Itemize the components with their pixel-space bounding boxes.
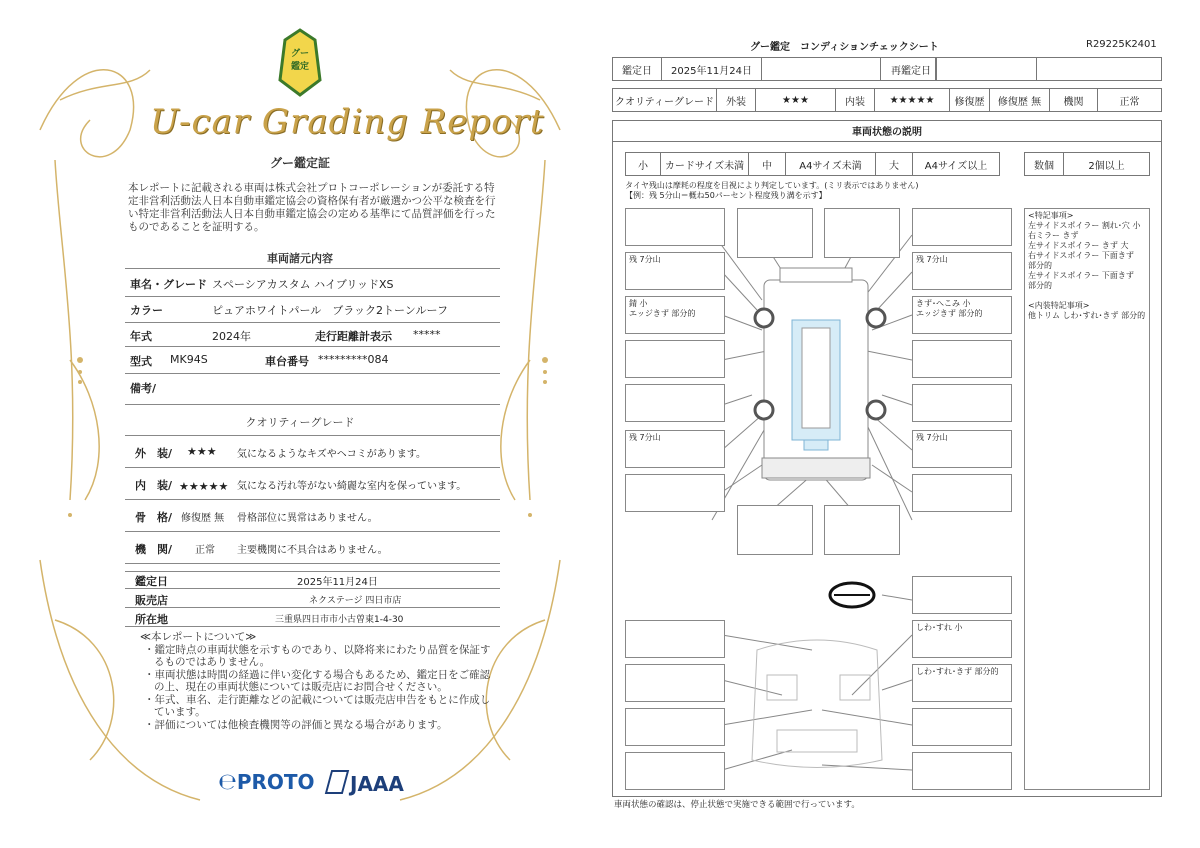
frame-label: 骨 格/ <box>135 511 173 524</box>
goo-badge-text: グー鑑定 <box>290 49 309 72</box>
color-value: ピュアホワイトパール ブラック2トーンルーフ <box>212 304 448 317</box>
legend-small-desc: カードサイズ未満 <box>660 152 749 176</box>
quality-row-frame <box>125 509 500 532</box>
proto-logo-icon: ℮ <box>218 770 237 795</box>
sheet-title: グー鑑定 コンディションチェックシート <box>750 42 939 53</box>
sheet-id: R29225K2401 <box>1086 39 1157 50</box>
shop-label: 販売店 <box>135 594 168 607</box>
blank-cell <box>1036 57 1162 81</box>
ext-label: 外 装/ <box>135 447 173 460</box>
special-notes-panel: <特記事項> 左サイドスポイラー 割れ･穴 小 右ミラー きず 左サイドスポイラー きず 大 右サイドスポイラー 下面きず 部分的 左サイドスポイラー 下面きず 部分的 <内装特記事項> 他トリム しわ･すれ･きず 部分的 <box>1024 208 1150 790</box>
report-notes <box>140 631 500 731</box>
quality-title: クオリティーグレード <box>245 416 355 429</box>
address-label: 所在地 <box>135 613 168 626</box>
engine-label: 機 関/ <box>135 543 173 556</box>
legend-large-desc: A4サイズ以上 <box>912 152 1000 176</box>
date-value: 2025年11月24日 <box>297 577 378 588</box>
int-desc: 気になる汚れ等がない綺麗な室内を保っています。 <box>237 481 467 492</box>
spec-title: 車両諸元内容 <box>267 252 333 265</box>
jaaa-logo: JAAA <box>328 770 404 796</box>
name-value: スペーシアカスタム ハイブリッドXS <box>212 278 394 291</box>
year-label: 年式 <box>130 330 152 343</box>
model-label: 型式 <box>130 355 152 368</box>
engine-label-cell: 機関 <box>1049 88 1098 112</box>
divider <box>125 435 500 436</box>
inspection-box-interior-2: しわ･すれ･きず 部分的 <box>912 664 1012 702</box>
certificate-title: グー鑑定証 <box>269 156 330 170</box>
note-item: ・鑑定時点の車両状態を示すものであり、以降将来にわたり品質を保証するものではありません。 <box>144 643 491 668</box>
spec-row-year <box>125 328 500 347</box>
legend-large: 大 <box>875 152 913 176</box>
info-row-shop <box>125 591 500 608</box>
inspection-box <box>625 708 725 746</box>
shop-value: ネクステージ 四日市店 <box>309 596 402 606</box>
blank-cell <box>761 57 881 81</box>
quality-row-engine <box>125 541 500 564</box>
jaaa-logo-icon <box>325 770 349 794</box>
inspection-box <box>737 208 813 258</box>
inspection-box-rl-tire: 残 7分山 <box>625 430 725 468</box>
note-item: ・車両状態は時間の経過に伴い変化する場合もあるため、鑑定日をご確認の上、現在の車両状態については販売店にお問合せください。 <box>144 668 491 693</box>
notes-title: ≪本レポートについて≫ <box>140 631 257 643</box>
inspection-box <box>625 620 725 658</box>
inspection-box <box>912 752 1012 790</box>
note-item: ・評価については他検査機関等の評価と異なる場合があります。 <box>144 718 448 731</box>
inspection-box-rr-tire: 残 7分山 <box>912 430 1012 468</box>
ext-stars-cell: ★★★ <box>755 88 836 112</box>
ext-desc: 気になるようなキズやヘコミがあります。 <box>237 449 426 460</box>
quality-row-interior <box>125 477 500 500</box>
ext-label-cell: 外装 <box>716 88 756 112</box>
mileage-value: ***** <box>413 328 441 341</box>
info-row-address <box>125 610 500 627</box>
model-value: MK94S <box>170 353 208 366</box>
inspection-box-fl-tire: 残 7分山 <box>625 252 725 290</box>
inspection-box <box>912 384 1012 422</box>
inspection-box <box>912 208 1012 246</box>
inspection-box <box>625 752 725 790</box>
year-value: 2024年 <box>212 330 251 343</box>
inspection-box-fl-body: 錆 小 エッジきず 部分的 <box>625 296 725 334</box>
spec-row-name <box>125 276 500 297</box>
inspection-box <box>625 664 725 702</box>
address-value: 三重県四日市市小古曽東1-4-30 <box>275 615 404 625</box>
quality-row-exterior <box>125 445 500 468</box>
int-stars-cell: ★★★★★ <box>874 88 950 112</box>
frame-desc: 骨格部位に異常はありません。 <box>237 513 378 524</box>
report-title: U-car Grading Report <box>150 102 545 142</box>
repair-value-cell: 修復歴 無 <box>989 88 1050 112</box>
mileage-label: 走行距離計表示 <box>315 330 392 343</box>
repair-label-cell: 修復歴 <box>949 88 990 112</box>
ext-stars: ★★★ <box>187 445 217 458</box>
inspection-box <box>824 208 900 258</box>
legend-count-desc: 2個以上 <box>1063 152 1150 176</box>
tire-note: タイヤ残山は摩耗の程度を目視により判定しています。(ミリ表示ではありません) <box>625 181 919 190</box>
proto-logo: ℮PROTO <box>218 770 315 795</box>
inspection-box <box>737 505 813 555</box>
legend-small: 小 <box>625 152 661 176</box>
engine-value-cell: 正常 <box>1097 88 1162 112</box>
chassis-label: 車台番号 <box>265 355 309 368</box>
color-label: カラー <box>130 304 163 317</box>
date-label-cell: 鑑定日 <box>612 57 662 81</box>
redate-label-cell: 再鑑定日 <box>891 65 931 77</box>
inspection-box <box>912 576 1012 614</box>
inspection-box <box>912 708 1012 746</box>
date-label: 鑑定日 <box>135 575 168 588</box>
inspection-box <box>824 505 900 555</box>
engine-desc: 主要機関に不具合はありません。 <box>237 545 388 556</box>
inspection-box <box>912 340 1012 378</box>
frame-value: 修復歴 無 <box>181 513 225 524</box>
spec-row-color <box>125 302 500 323</box>
sheet-footer: 車両状態の確認は、停止状態で実施できる範囲で行っています。 <box>614 800 860 810</box>
inspection-box <box>912 474 1012 512</box>
date-value-cell: 2025年11月24日 <box>661 57 762 81</box>
inspection-box <box>625 474 725 512</box>
inspection-box <box>625 208 725 246</box>
quality-label-cell: クオリティーグレード <box>612 88 717 112</box>
int-label: 内 装/ <box>135 479 173 492</box>
inspection-box-interior-1: しわ･すれ 小 <box>912 620 1012 658</box>
remarks-label: 備考/ <box>130 382 157 395</box>
certificate-intro: 本レポートに記載される車両は株式会社プロトコーポレーションが委託する特定非営利活動法人日本自動車鑑定協会の資格保有者が厳選かつ公平な検査を行い特定非営利活動法人日本自動車鑑定協会の定める基準にて品質評価を行ったものであることを証明する。 <box>128 182 496 233</box>
divider <box>125 268 500 269</box>
int-label-cell: 内装 <box>835 88 875 112</box>
inspection-box <box>625 384 725 422</box>
name-label: 車名・グレード <box>130 278 207 291</box>
condition-check-sheet <box>600 0 1200 848</box>
chassis-value: *********084 <box>318 353 389 366</box>
note-item: ・年式、車名、走行距離などの記載については販売店申告をもとに作成しています。 <box>144 693 491 718</box>
tire-example: 【例：残 5分山＝概ね50パーセント程度残り溝を示す】 <box>625 191 827 200</box>
condition-title: 車両状態の説明 <box>612 120 1162 142</box>
inspection-box <box>625 340 725 378</box>
legend-count: 数個 <box>1024 152 1064 176</box>
engine-value: 正常 <box>195 545 215 556</box>
inspection-box-fr-tire: 残 7分山 <box>912 252 1012 290</box>
spec-row-remarks <box>125 380 500 405</box>
inspection-box-fr-body: きず･へこみ 小 エッジきず 部分的 <box>912 296 1012 334</box>
legend-mid-desc: A4サイズ未満 <box>785 152 876 176</box>
legend-mid: 中 <box>748 152 786 176</box>
spec-row-model <box>125 353 500 374</box>
int-stars: ★★★★★ <box>179 480 229 493</box>
redate-value-cell <box>936 57 1037 81</box>
info-row-date <box>125 571 500 589</box>
